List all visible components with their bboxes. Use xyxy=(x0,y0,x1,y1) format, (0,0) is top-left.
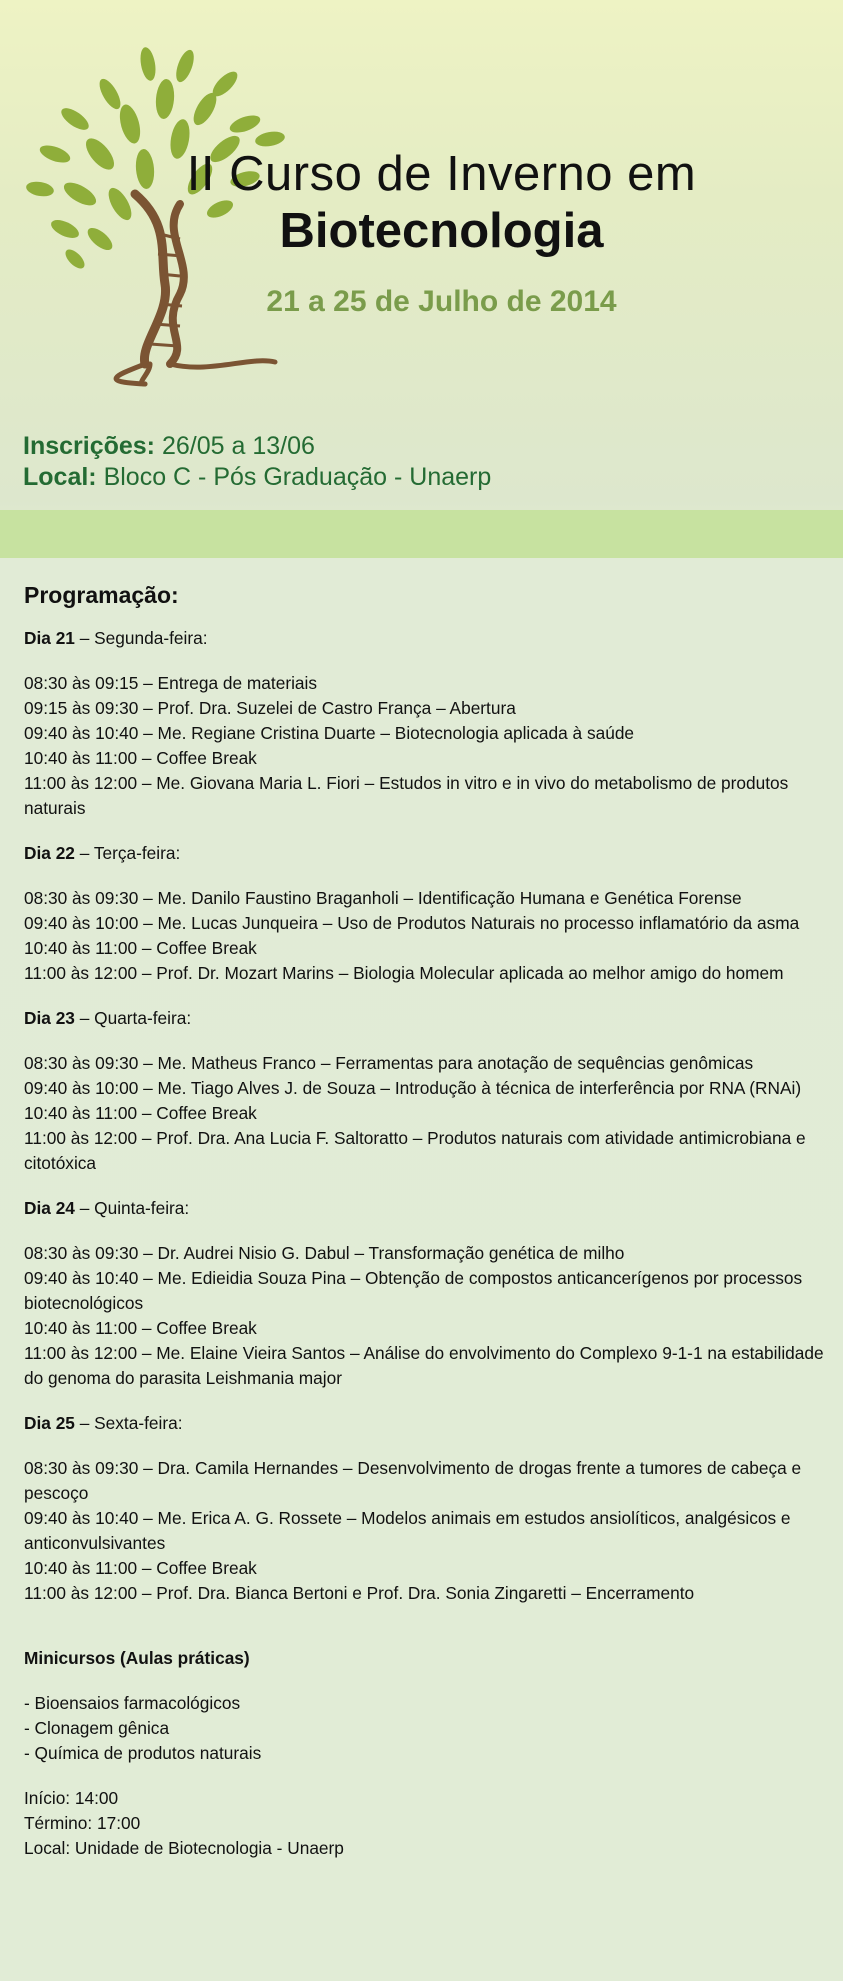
day-heading xyxy=(24,1006,824,1031)
program-content xyxy=(24,580,824,1861)
schedule-list xyxy=(24,886,824,986)
schedule-item: 10:40 às 11:00 – Coffee Break xyxy=(24,1558,257,1578)
schedule-item: 08:30 às 09:30 – Dr. Audrei Nisio G. Dabul – Transformação genética de milho xyxy=(24,1243,625,1263)
day-heading xyxy=(24,1411,824,1436)
schedule-item: 10:40 às 11:00 – Coffee Break xyxy=(24,938,257,958)
day-weekday: – Terça-feira: xyxy=(74,843,181,863)
minicursos-list xyxy=(24,1691,824,1766)
local-info xyxy=(23,463,491,492)
day-label: Dia 22 xyxy=(24,843,75,863)
day-weekday: – Quinta-feira: xyxy=(74,1198,190,1218)
termino-time: Término: 17:00 xyxy=(24,1813,141,1833)
schedule-item: 09:40 às 10:40 – Me. Regiane Cristina Duarte – Biotecnologia aplicada à saúde xyxy=(24,723,635,743)
schedule-item: 09:40 às 10:40 – Me. Edieidia Souza Pina – Obtenção de compostos anticancerígenos por processos biotecnológicos xyxy=(24,1268,803,1313)
day-heading xyxy=(24,1196,824,1221)
inscricoes-info xyxy=(23,432,315,461)
inscricoes-label: Inscrições: xyxy=(23,432,156,460)
day-label: Dia 23 xyxy=(24,1008,75,1028)
day-weekday: – Sexta-feira: xyxy=(74,1413,183,1433)
schedule-item: 11:00 às 12:00 – Prof. Dr. Mozart Marins – Biologia Molecular aplicada ao melhor amigo do homem xyxy=(24,963,784,983)
schedule-item: 10:40 às 11:00 – Coffee Break xyxy=(24,748,257,768)
day-block xyxy=(24,1006,824,1176)
day-heading xyxy=(24,626,824,651)
schedule-item: 11:00 às 12:00 – Prof. Dra. Ana Lucia F. Saltoratto – Produtos naturais com atividade antimicrobiana e citotóxica xyxy=(24,1128,806,1173)
day-block xyxy=(24,626,824,821)
days-list xyxy=(24,626,824,1606)
inscricoes-value: 26/05 a 13/06 xyxy=(155,432,315,460)
day-label: Dia 25 xyxy=(24,1413,75,1433)
minicurso-item: - Clonagem gênica xyxy=(24,1718,170,1738)
schedule-item: 10:40 às 11:00 – Coffee Break xyxy=(24,1103,257,1123)
schedule-item: 08:30 às 09:15 – Entrega de materiais xyxy=(24,673,318,693)
minicursos-info xyxy=(24,1786,824,1861)
schedule-item: 09:40 às 10:00 – Me. Tiago Alves J. de Souza – Introdução à técnica de interferência por RNA (RNAi) xyxy=(24,1078,802,1098)
minicurso-item: - Bioensaios farmacológicos xyxy=(24,1693,241,1713)
day-weekday: – Segunda-feira: xyxy=(74,628,208,648)
day-label: Dia 24 xyxy=(24,1198,75,1218)
schedule-item: 08:30 às 09:30 – Me. Matheus Franco – Ferramentas para anotação de sequências genômicas xyxy=(24,1053,754,1073)
minicursos-title: Minicursos (Aulas práticas) xyxy=(24,1648,250,1668)
local-value: Bloco C - Pós Graduação - Unaerp xyxy=(96,463,492,491)
divider-band xyxy=(0,510,843,558)
day-label: Dia 21 xyxy=(24,628,75,648)
inicio-time: Início: 14:00 xyxy=(24,1788,119,1808)
schedule-list xyxy=(24,671,824,821)
event-dates: 21 a 25 de Julho de 2014 xyxy=(266,285,617,318)
minicurso-item: - Química de produtos naturais xyxy=(24,1743,262,1763)
schedule-list xyxy=(24,1051,824,1176)
title-line-1: II Curso de Inverno em xyxy=(186,147,697,201)
schedule-item: 09:40 às 10:40 – Me. Erica A. G. Rossete – Modelos animais em estudos ansiolíticos, analgésicos e anticonvulsivantes xyxy=(24,1508,791,1553)
schedule-item: 11:00 às 12:00 – Me. Elaine Vieira Santos – Análise do envolvimento do Complexo 9-1-1 na estabilidade do genoma do parasita Leishmania major xyxy=(24,1343,824,1388)
local-label: Local: xyxy=(23,463,97,491)
day-block xyxy=(24,841,824,986)
day-heading xyxy=(24,841,824,866)
schedule-item: 10:40 às 11:00 – Coffee Break xyxy=(24,1318,257,1338)
programacao-title: Programação: xyxy=(24,582,179,608)
day-block xyxy=(24,1196,824,1391)
schedule-item: 08:30 às 09:30 – Dra. Camila Hernandes – Desenvolvimento de drogas frente a tumores de cabeça e pescoço xyxy=(24,1458,802,1503)
schedule-item: 08:30 às 09:30 – Me. Danilo Faustino Braganholi – Identificação Humana e Genética Forense xyxy=(24,888,742,908)
schedule-item: 11:00 às 12:00 – Me. Giovana Maria L. Fiori – Estudos in vitro e in vivo do metabolismo de produtos naturais xyxy=(24,773,789,818)
day-weekday: – Quarta-feira: xyxy=(74,1008,192,1028)
schedule-list xyxy=(24,1456,824,1606)
schedule-list xyxy=(24,1241,824,1391)
day-block xyxy=(24,1411,824,1606)
schedule-item: 09:15 às 09:30 – Prof. Dra. Suzelei de Castro França – Abertura xyxy=(24,698,516,718)
minicursos-local: Local: Unidade de Biotecnologia - Unaerp xyxy=(24,1838,344,1858)
schedule-item: 11:00 às 12:00 – Prof. Dra. Bianca Bertoni e Prof. Dra. Sonia Zingaretti – Encerramento xyxy=(24,1583,695,1603)
title-line-2: Biotecnologia xyxy=(279,204,604,258)
schedule-item: 09:40 às 10:00 – Me. Lucas Junqueira – Uso de Produtos Naturais no processo inflamatório da asma xyxy=(24,913,800,933)
header xyxy=(0,0,843,510)
